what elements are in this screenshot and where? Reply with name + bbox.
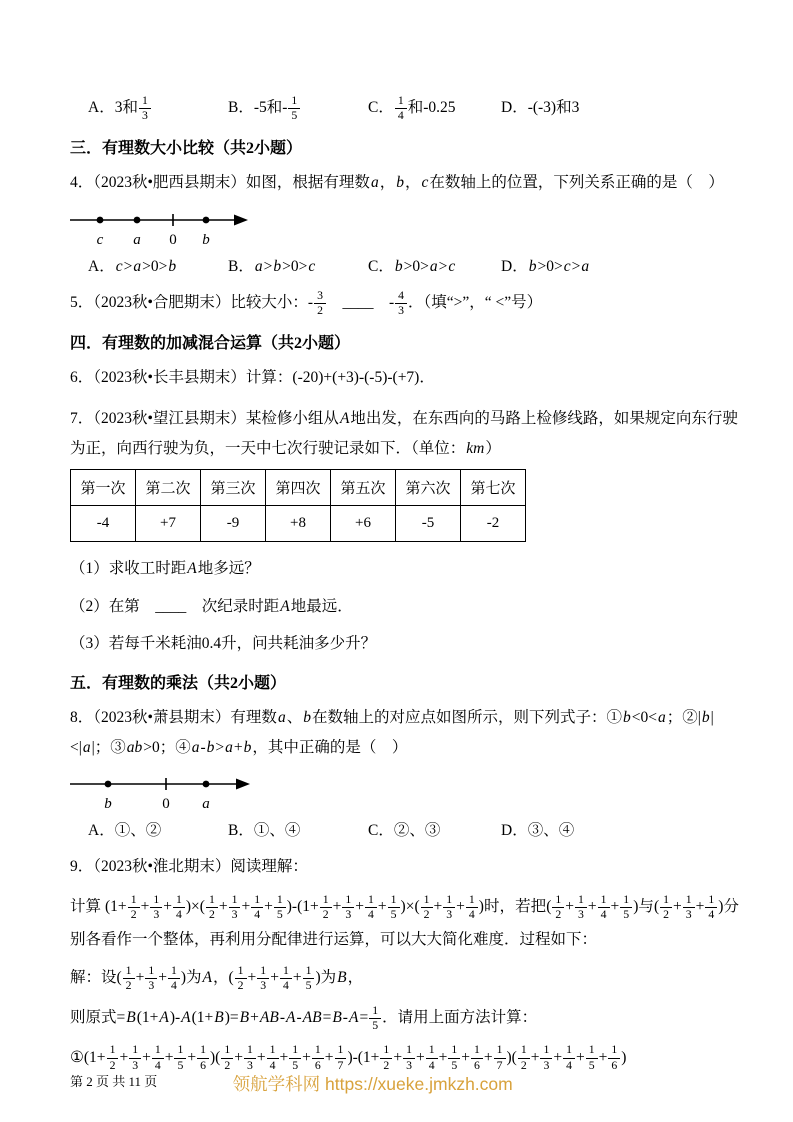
fraction: $\frac{1}{4}$	[173, 893, 185, 922]
fraction: $\frac{1}{2}$	[518, 1043, 530, 1072]
fraction: $\frac{1}{3}$	[129, 1043, 141, 1072]
q8-number-line	[70, 768, 282, 814]
fraction: $\frac{1}{5}$	[620, 893, 632, 922]
fraction: $\frac{1}{4}$	[705, 893, 717, 922]
q7-trip-table	[70, 469, 526, 542]
fraction: $\frac{1}{2}$	[552, 893, 564, 922]
fraction: $\frac{1}{5}$	[388, 893, 400, 922]
q7-stem: 7．（2023秋•望江县期末）某检修小组从A地出发，在东西向的马路上检修线路，如果规定向东行驶为正，向西行驶为负，一天中七次行驶记录如下．（单位：km）	[70, 410, 738, 457]
fraction: $\frac{1}{2}$	[660, 893, 672, 922]
table-header-cell: 第一次	[71, 470, 136, 506]
arrow-right-icon	[236, 779, 250, 790]
fraction: $\frac{1}{6}$	[312, 1043, 324, 1072]
fraction: $\frac{1}{3}$	[145, 964, 157, 993]
axis-label-c: c	[96, 231, 104, 248]
arrow-right-icon	[234, 214, 248, 225]
q8-option-b: B．①、④	[228, 822, 301, 840]
q4-stem: 4．（2023秋•肥西县期末）如图，根据有理数a，b，c在数轴上的位置，下列关系正确的是（ ）	[70, 174, 724, 192]
fraction: $\frac{1}{3}$	[342, 893, 354, 922]
q8-stem: 8．（2023秋•萧县期末）有理数a、b在数轴上的对应点如图所示，则下列式子：①b<0<a；②|b|<|a|；③ab>0；④a-b>a+b，其中正确的是（ ）	[70, 709, 714, 756]
footer-page-number: 第 2 页 共 11 页	[70, 1074, 158, 1089]
q8-option-c: C．②、③	[368, 822, 441, 840]
q4-options-row	[88, 254, 739, 276]
table-header-row	[71, 470, 526, 506]
q6-stem: 6．（2023秋•长丰县期末）计算：(-20)+(+3)-(-5)-(+7)．	[70, 368, 435, 386]
fraction: $\frac{1}{2}$	[380, 1043, 392, 1072]
axis-label-zero: 0	[169, 231, 177, 248]
axis-label-b: b	[202, 231, 210, 248]
table-header-cell: 第四次	[266, 470, 331, 506]
fraction: $\frac{1}{2}$	[107, 1043, 119, 1072]
axis-label-a: a	[202, 796, 210, 813]
fraction: $\frac{1}{3}$	[257, 964, 269, 993]
q5-stem: 5．（2023秋•合肥期末）比较大小：- $\frac{3}{2}$ ____ - $\frac{4}{3}$ ．（填“>”，“ <”号）	[70, 288, 543, 317]
table-header-cell: 第六次	[396, 470, 461, 506]
fraction: $\frac{1}{3}$	[139, 94, 151, 123]
fraction: $\frac{1}{4}$	[267, 1043, 279, 1072]
q4-option-d: D．b>0>c>a	[501, 257, 590, 275]
fraction: $\frac{1}{3}$	[403, 1043, 415, 1072]
table-value-cell: -2	[461, 506, 526, 542]
fraction: $\frac{1}{3}$	[150, 893, 162, 922]
q9-solve-line-1: 解：设( $\frac{1}{2}$ + $\frac{1}{3}$ + $\frac{1}{4}$ )为A，( $\frac{1}{2}$ + $\frac{1}{3}$ + $\frac{1}{4}$ + $\frac{1}{5}$ )为B，	[70, 964, 364, 993]
fraction: $\frac{1}{4}$	[426, 1043, 438, 1072]
fraction: $\frac{1}{6}$	[197, 1043, 209, 1072]
axis-label-b: b	[104, 796, 112, 813]
q3-options-row	[88, 94, 739, 123]
q3-option-c: C． $\frac{1}{4}$ 和-0.25	[368, 94, 456, 123]
fraction: $\frac{1}{3}$	[229, 893, 241, 922]
fraction: $\frac{4}{3}$	[395, 289, 407, 318]
fraction: $\frac{1}{6}$	[608, 1043, 620, 1072]
fraction: $\frac{1}{4}$	[598, 893, 610, 922]
fraction: $\frac{1}{2}$	[123, 964, 135, 993]
fraction: $\frac{1}{5}$	[174, 1043, 186, 1072]
fraction: $\frac{1}{4}$	[280, 964, 292, 993]
table-value-cell: +7	[136, 506, 201, 542]
fraction: $\frac{1}{5}$	[289, 1043, 301, 1072]
fraction: $\frac{1}{2}$	[235, 964, 247, 993]
fraction: $\frac{1}{5}$	[274, 893, 286, 922]
fraction: $\frac{1}{5}$	[586, 1043, 598, 1072]
q4-option-b: B．a>b>0>c	[228, 257, 316, 275]
table-header-cell: 第三次	[201, 470, 266, 506]
fraction: $\frac{1}{3}$	[575, 893, 587, 922]
table-value-cell: +8	[266, 506, 331, 542]
table-header-cell: 第五次	[331, 470, 396, 506]
fraction: $\frac{1}{5}$	[303, 964, 315, 993]
q8-option-d: D．③、④	[501, 822, 575, 840]
q8-option-a: A．①、②	[88, 822, 162, 840]
axis-label-zero: 0	[162, 796, 170, 813]
fraction: $\frac{1}{4}$	[168, 964, 180, 993]
fraction: $\frac{1}{2}$	[206, 893, 218, 922]
table-value-row	[71, 506, 526, 542]
fraction: $\frac{1}{2}$	[320, 893, 332, 922]
fraction: $\frac{1}{4}$	[563, 1043, 575, 1072]
q9-solve-line-2: 则原式=B(1+A)-A(1+B)=B+AB-A-AB=B-A= $\frac{1}{5}$ ．请用上面方法计算：	[70, 1003, 538, 1032]
fraction: $\frac{1}{7}$	[494, 1043, 506, 1072]
q4-number-line	[70, 204, 282, 250]
table-value-cell: -5	[396, 506, 461, 542]
table-header-cell: 第二次	[136, 470, 201, 506]
axis-label-a: a	[133, 231, 141, 248]
fraction: $\frac{1}{7}$	[335, 1043, 347, 1072]
q7-part3: （3）若每千米耗油0.4升，问共耗油多少升？	[70, 634, 377, 652]
table-value-cell: +6	[331, 506, 396, 542]
q3-option-b: B．-5和- $\frac{1}{5}$	[228, 94, 368, 123]
section-5-title: 五．有理数的乘法（共2小题）	[70, 675, 287, 693]
footer-site-link[interactable]: 领航学科网 https://xueke.jmkzh.com	[232, 1074, 513, 1094]
q4-option-a: A．c>a>0>b	[88, 257, 177, 275]
q3-option-d: D．-(-3)和3	[501, 99, 580, 117]
q3-option-a: A．3和 $\frac{1}{3}$	[88, 94, 228, 123]
fraction: $\frac{1}{2}$	[221, 1043, 233, 1072]
fraction: $\frac{1}{3}$	[244, 1043, 256, 1072]
fraction: $\frac{1}{4}$	[365, 893, 377, 922]
fraction: $\frac{1}{5}$	[369, 1004, 381, 1033]
fraction: $\frac{1}{6}$	[471, 1043, 483, 1072]
fraction: $\frac{1}{4}$	[152, 1043, 164, 1072]
fraction: $\frac{1}{3}$	[443, 893, 455, 922]
table-value-cell: -4	[71, 506, 136, 542]
section-4-title: 四．有理数的加减混合运算（共2小题）	[70, 334, 351, 352]
q7-part1: （1）求收工时距A地多远？	[70, 560, 260, 578]
fraction: $\frac{1}{4}$	[466, 893, 478, 922]
fraction: $\frac{1}{5}$	[288, 94, 300, 123]
fraction: $\frac{1}{3}$	[683, 893, 695, 922]
fraction: $\frac{1}{5}$	[448, 1043, 460, 1072]
q7-part2: （2）在第 ____ 次纪录时距A地最远．	[70, 597, 353, 615]
q4-option-c: C．b>0>a>c	[368, 257, 456, 275]
fraction: $\frac{1}{4}$	[251, 893, 263, 922]
fraction: $\frac{1}{2}$	[421, 893, 433, 922]
table-header-cell: 第七次	[461, 470, 526, 506]
q8-options-row	[88, 818, 739, 840]
fraction: $\frac{1}{2}$	[128, 893, 140, 922]
q9-intro: 9．（2023秋•淮北期末）阅读理解：	[70, 858, 308, 876]
fraction: $\frac{1}{4}$	[395, 94, 407, 123]
section-3-title: 三．有理数大小比较（共2小题）	[70, 140, 303, 158]
q9-item-1: ①(1+ $\frac{1}{2}$ + $\frac{1}{3}$ + $\frac{1}{4}$ + $\frac{1}{5}$ + $\frac{1}{6}$ )( $\frac{1}{2}$ + $\frac{1}{3}$ + $\frac{1}{4}$ + $\frac{1}{5}$ + $\frac{1}{6}$ + $\frac{1}{7}$ )-(1+ $\frac{1}{2}$ + $\frac{1}{3}$ + $\frac{1}{4}$ + $\frac{1}{5}$ + $\frac{1}{6}$ + $\frac{1}{7}$ )( $\frac{1}{2}$ + $\frac{1}{3}$ + $\frac{1}{4}$ + $\frac{1}{5}$ + $\frac{1}{6}$ )	[70, 1043, 627, 1072]
q9-calc: 计算 (1+ $\frac{1}{2}$ + $\frac{1}{3}$ + $\frac{1}{4}$ )×( $\frac{1}{2}$ + $\frac{1}{3}$ + $\frac{1}{4}$ + $\frac{1}{5}$ )-(1+ $\frac{1}{2}$ + $\frac{1}{3}$ + $\frac{1}{4}$ + $\frac{1}{5}$ )×( $\frac{1}{2}$ + $\frac{1}{3}$ + $\frac{1}{4}$ )时，若把( $\frac{1}{2}$ + $\frac{1}{3}$ + $\frac{1}{4}$ + $\frac{1}{5}$ )与( $\frac{1}{2}$ + $\frac{1}{3}$ + $\frac{1}{4}$ )分别各看作一个整体，再利用分配律进行运算，可以大大简化难度．过程如下：	[70, 892, 740, 948]
table-value-cell: -9	[201, 506, 266, 542]
fraction: $\frac{3}{2}$	[314, 289, 326, 318]
fraction: $\frac{1}{3}$	[540, 1043, 552, 1072]
